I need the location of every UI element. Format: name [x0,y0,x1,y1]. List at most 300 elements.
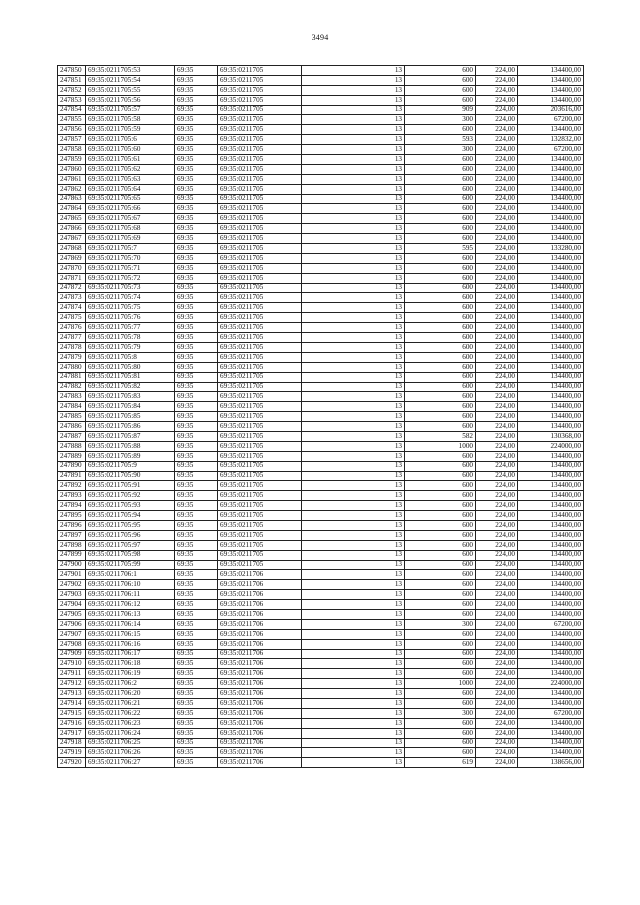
cadastral-value-cell: 134400,00 [518,600,584,610]
row-number-cell: 247871 [58,273,86,283]
cadastral-number-cell: 69:35:0211705:90 [86,471,175,481]
table-row [58,412,584,422]
cadastral-block-cell: 69:35:0211705 [218,66,302,76]
cadastral-value-cell: 134400,00 [518,75,584,85]
zone-code-cell: 13 [302,580,405,590]
row-number-cell: 247859 [58,155,86,165]
zone-code-cell: 13 [302,540,405,550]
area-value-cell: 600 [405,303,476,313]
district-code-cell: 69:35 [175,333,218,343]
area-value-cell: 600 [405,313,476,323]
cadastral-block-cell: 69:35:0211705 [218,382,302,392]
area-value-cell: 600 [405,461,476,471]
cadastral-number-cell: 69:35:0211705:91 [86,481,175,491]
specific-value-cell: 224,00 [476,530,518,540]
row-number-cell: 247915 [58,708,86,718]
cadastral-value-cell: 134400,00 [518,95,584,105]
cadastral-value-cell: 224000,00 [518,679,584,689]
area-value-cell: 300 [405,145,476,155]
row-number-cell: 247904 [58,600,86,610]
cadastral-block-cell: 69:35:0211705 [218,85,302,95]
cadastral-number-cell: 69:35:0211706:26 [86,748,175,758]
district-code-cell: 69:35 [175,174,218,184]
district-code-cell: 69:35 [175,422,218,432]
cadastral-block-cell: 69:35:0211706 [218,728,302,738]
specific-value-cell: 224,00 [476,550,518,560]
cadastral-block-cell: 69:35:0211706 [218,718,302,728]
table-row [58,669,584,679]
cadastral-number-cell: 69:35:0211706:17 [86,649,175,659]
district-code-cell: 69:35 [175,451,218,461]
area-value-cell: 600 [405,372,476,382]
row-number-cell: 247857 [58,135,86,145]
cadastral-number-cell: 69:35:0211705:89 [86,451,175,461]
cadastral-number-cell: 69:35:0211705:96 [86,530,175,540]
cadastral-value-cell: 134400,00 [518,352,584,362]
specific-value-cell: 224,00 [476,115,518,125]
zone-code-cell: 13 [302,412,405,422]
area-value-cell: 600 [405,748,476,758]
zone-code-cell: 13 [302,244,405,254]
cadastral-number-cell: 69:35:0211706:27 [86,758,175,768]
cadastral-block-cell: 69:35:0211706 [218,669,302,679]
district-code-cell: 69:35 [175,75,218,85]
cadastral-value-cell: 67200,00 [518,619,584,629]
district-code-cell: 69:35 [175,649,218,659]
area-value-cell: 600 [405,570,476,580]
district-code-cell: 69:35 [175,748,218,758]
area-value-cell: 600 [405,273,476,283]
cadastral-number-cell: 69:35:0211706:25 [86,738,175,748]
row-number-cell: 247867 [58,234,86,244]
zone-code-cell: 13 [302,699,405,709]
specific-value-cell: 224,00 [476,194,518,204]
cadastral-block-cell: 69:35:0211705 [218,530,302,540]
table-row [58,481,584,491]
area-value-cell: 600 [405,689,476,699]
table-row [58,164,584,174]
zone-code-cell: 13 [302,214,405,224]
cadastral-value-cell: 134400,00 [518,125,584,135]
cadastral-value-cell: 134400,00 [518,85,584,95]
district-code-cell: 69:35 [175,273,218,283]
district-code-cell: 69:35 [175,66,218,76]
area-value-cell: 593 [405,135,476,145]
area-value-cell: 600 [405,491,476,501]
cadastral-number-cell: 69:35:0211705:98 [86,550,175,560]
district-code-cell: 69:35 [175,491,218,501]
zone-code-cell: 13 [302,629,405,639]
area-value-cell: 600 [405,263,476,273]
cadastral-number-cell: 69:35:0211705:70 [86,253,175,263]
cadastral-value-cell: 134400,00 [518,550,584,560]
row-number-cell: 247888 [58,441,86,451]
cadastral-value-cell: 134400,00 [518,333,584,343]
zone-code-cell: 13 [302,570,405,580]
zone-code-cell: 13 [302,659,405,669]
cadastral-block-cell: 69:35:0211705 [218,451,302,461]
cadastral-block-cell: 69:35:0211705 [218,402,302,412]
district-code-cell: 69:35 [175,708,218,718]
cadastral-value-cell: 134400,00 [518,323,584,333]
specific-value-cell: 224,00 [476,174,518,184]
district-code-cell: 69:35 [175,362,218,372]
cadastral-block-cell: 69:35:0211706 [218,639,302,649]
table-row [58,422,584,432]
cadastral-block-cell: 69:35:0211705 [218,125,302,135]
cadastral-number-cell: 69:35:0211705:71 [86,263,175,273]
row-number-cell: 247863 [58,194,86,204]
cadastral-number-cell: 69:35:0211705:69 [86,234,175,244]
cadastral-number-cell: 69:35:0211705:85 [86,412,175,422]
zone-code-cell: 13 [302,115,405,125]
row-number-cell: 247879 [58,352,86,362]
specific-value-cell: 224,00 [476,422,518,432]
cadastral-value-cell: 67200,00 [518,145,584,155]
table-row [58,323,584,333]
table-row [58,530,584,540]
cadastral-block-cell: 69:35:0211705 [218,323,302,333]
specific-value-cell: 224,00 [476,619,518,629]
cadastral-number-cell: 69:35:0211705:67 [86,214,175,224]
row-number-cell: 247891 [58,471,86,481]
area-value-cell: 600 [405,530,476,540]
specific-value-cell: 224,00 [476,501,518,511]
district-code-cell: 69:35 [175,105,218,115]
cadastral-number-cell: 69:35:0211705:99 [86,560,175,570]
specific-value-cell: 224,00 [476,580,518,590]
district-code-cell: 69:35 [175,689,218,699]
district-code-cell: 69:35 [175,609,218,619]
cadastral-number-cell: 69:35:0211705:74 [86,293,175,303]
area-value-cell: 600 [405,718,476,728]
cadastral-block-cell: 69:35:0211706 [218,689,302,699]
zone-code-cell: 13 [302,689,405,699]
cadastral-value-cell: 134400,00 [518,649,584,659]
zone-code-cell: 13 [302,461,405,471]
specific-value-cell: 224,00 [476,570,518,580]
cadastral-block-cell: 69:35:0211705 [218,422,302,432]
row-number-cell: 247876 [58,323,86,333]
row-number-cell: 247895 [58,511,86,521]
zone-code-cell: 13 [302,66,405,76]
row-number-cell: 247884 [58,402,86,412]
row-number-cell: 247868 [58,244,86,254]
cadastral-number-cell: 69:35:0211706:19 [86,669,175,679]
specific-value-cell: 224,00 [476,451,518,461]
cadastral-value-cell: 134400,00 [518,313,584,323]
row-number-cell: 247854 [58,105,86,115]
cadastral-block-cell: 69:35:0211705 [218,520,302,530]
area-value-cell: 600 [405,293,476,303]
specific-value-cell: 224,00 [476,85,518,95]
table-row [58,382,584,392]
cadastral-block-cell: 69:35:0211705 [218,194,302,204]
row-number-cell: 247920 [58,758,86,768]
cadastral-block-cell: 69:35:0211706 [218,600,302,610]
cadastral-block-cell: 69:35:0211705 [218,164,302,174]
zone-code-cell: 13 [302,619,405,629]
specific-value-cell: 224,00 [476,66,518,76]
specific-value-cell: 224,00 [476,669,518,679]
area-value-cell: 600 [405,471,476,481]
row-number-cell: 247861 [58,174,86,184]
specific-value-cell: 224,00 [476,689,518,699]
table-row [58,244,584,254]
row-number-cell: 247912 [58,679,86,689]
district-code-cell: 69:35 [175,619,218,629]
zone-code-cell: 13 [302,708,405,718]
district-code-cell: 69:35 [175,85,218,95]
cadastral-block-cell: 69:35:0211705 [218,293,302,303]
row-number-cell: 247877 [58,333,86,343]
cadastral-number-cell: 69:35:0211705:56 [86,95,175,105]
cadastral-number-cell: 69:35:0211705:97 [86,540,175,550]
zone-code-cell: 13 [302,679,405,689]
cadastral-block-cell: 69:35:0211705 [218,174,302,184]
area-value-cell: 600 [405,560,476,570]
cadastral-block-cell: 69:35:0211706 [218,659,302,669]
cadastral-value-cell: 134400,00 [518,224,584,234]
area-value-cell: 600 [405,283,476,293]
specific-value-cell: 224,00 [476,224,518,234]
table-row [58,580,584,590]
cadastral-value-cell: 134400,00 [518,570,584,580]
cadastral-number-cell: 69:35:0211705:66 [86,204,175,214]
cadastral-block-cell: 69:35:0211705 [218,263,302,273]
table-row [58,392,584,402]
specific-value-cell: 224,00 [476,283,518,293]
specific-value-cell: 224,00 [476,333,518,343]
specific-value-cell: 224,00 [476,708,518,718]
table-row [58,689,584,699]
table-row [58,590,584,600]
district-code-cell: 69:35 [175,441,218,451]
cadastral-number-cell: 69:35:0211705:72 [86,273,175,283]
table-row [58,234,584,244]
district-code-cell: 69:35 [175,214,218,224]
district-code-cell: 69:35 [175,402,218,412]
cadastral-block-cell: 69:35:0211706 [218,748,302,758]
area-value-cell: 600 [405,451,476,461]
row-number-cell: 247869 [58,253,86,263]
row-number-cell: 247853 [58,95,86,105]
row-number-cell: 247910 [58,659,86,669]
zone-code-cell: 13 [302,422,405,432]
district-code-cell: 69:35 [175,461,218,471]
zone-code-cell: 13 [302,174,405,184]
specific-value-cell: 224,00 [476,431,518,441]
district-code-cell: 69:35 [175,164,218,174]
table-row [58,520,584,530]
cadastral-value-cell: 134400,00 [518,461,584,471]
area-value-cell: 600 [405,520,476,530]
zone-code-cell: 13 [302,155,405,165]
row-number-cell: 247897 [58,530,86,540]
zone-code-cell: 13 [302,748,405,758]
area-value-cell: 600 [405,609,476,619]
zone-code-cell: 13 [302,382,405,392]
specific-value-cell: 224,00 [476,234,518,244]
specific-value-cell: 224,00 [476,125,518,135]
row-number-cell: 247906 [58,619,86,629]
cadastral-block-cell: 69:35:0211705 [218,105,302,115]
zone-code-cell: 13 [302,758,405,768]
district-code-cell: 69:35 [175,471,218,481]
specific-value-cell: 224,00 [476,204,518,214]
cadastral-value-cell: 134400,00 [518,659,584,669]
row-number-cell: 247855 [58,115,86,125]
cadastral-value-cell: 134400,00 [518,580,584,590]
district-code-cell: 69:35 [175,313,218,323]
area-value-cell: 600 [405,481,476,491]
row-number-cell: 247902 [58,580,86,590]
specific-value-cell: 224,00 [476,560,518,570]
cadastral-value-cell: 134400,00 [518,204,584,214]
row-number-cell: 247894 [58,501,86,511]
table-row [58,253,584,263]
cadastral-value-cell: 134400,00 [518,511,584,521]
district-code-cell: 69:35 [175,511,218,521]
table-row [58,639,584,649]
table-row [58,105,584,115]
cadastral-number-cell: 69:35:0211705:55 [86,85,175,95]
cadastral-value-cell: 134400,00 [518,194,584,204]
cadastral-block-cell: 69:35:0211705 [218,540,302,550]
district-code-cell: 69:35 [175,738,218,748]
cadastral-number-cell: 69:35:0211706:23 [86,718,175,728]
table-row [58,728,584,738]
area-value-cell: 619 [405,758,476,768]
specific-value-cell: 224,00 [476,323,518,333]
cadastral-number-cell: 69:35:0211705:81 [86,372,175,382]
zone-code-cell: 13 [302,323,405,333]
table-row [58,471,584,481]
cadastral-number-cell: 69:35:0211705:92 [86,491,175,501]
page-number: 3494 [311,33,329,42]
district-code-cell: 69:35 [175,501,218,511]
cadastral-block-cell: 69:35:0211705 [218,95,302,105]
area-value-cell: 600 [405,649,476,659]
table-row [58,194,584,204]
area-value-cell: 600 [405,550,476,560]
area-value-cell: 600 [405,253,476,263]
table-row [58,342,584,352]
cadastral-value-cell: 134400,00 [518,293,584,303]
cadastral-number-cell: 69:35:0211705:82 [86,382,175,392]
cadastral-number-cell: 69:35:0211705:61 [86,155,175,165]
table-row [58,214,584,224]
zone-code-cell: 13 [302,263,405,273]
table-row [58,95,584,105]
cadastral-value-cell: 134400,00 [518,402,584,412]
cadastral-value-cell: 67200,00 [518,708,584,718]
zone-code-cell: 13 [302,125,405,135]
specific-value-cell: 224,00 [476,461,518,471]
table-row [58,550,584,560]
row-number-cell: 247878 [58,342,86,352]
zone-code-cell: 13 [302,481,405,491]
cadastral-value-cell: 134400,00 [518,362,584,372]
specific-value-cell: 224,00 [476,155,518,165]
zone-code-cell: 13 [302,649,405,659]
row-number-cell: 247873 [58,293,86,303]
table-row [58,85,584,95]
zone-code-cell: 13 [302,224,405,234]
cadastral-block-cell: 69:35:0211706 [218,609,302,619]
zone-code-cell: 13 [302,145,405,155]
cadastral-value-cell: 134400,00 [518,491,584,501]
zone-code-cell: 13 [302,283,405,293]
cadastral-block-cell: 69:35:0211706 [218,590,302,600]
area-value-cell: 600 [405,422,476,432]
zone-code-cell: 13 [302,293,405,303]
zone-code-cell: 13 [302,431,405,441]
zone-code-cell: 13 [302,135,405,145]
district-code-cell: 69:35 [175,352,218,362]
cadastral-number-cell: 69:35:0211706:15 [86,629,175,639]
row-number-cell: 247909 [58,649,86,659]
cadastral-number-cell: 69:35:0211706:18 [86,659,175,669]
table-row [58,145,584,155]
table-row [58,560,584,570]
area-value-cell: 600 [405,234,476,244]
cadastral-block-cell: 69:35:0211705 [218,155,302,165]
table-row [58,402,584,412]
area-value-cell: 600 [405,639,476,649]
zone-code-cell: 13 [302,392,405,402]
zone-code-cell: 13 [302,728,405,738]
district-code-cell: 69:35 [175,659,218,669]
cadastral-value-cell: 134400,00 [518,66,584,76]
row-number-cell: 247908 [58,639,86,649]
cadastral-block-cell: 69:35:0211706 [218,649,302,659]
specific-value-cell: 224,00 [476,600,518,610]
area-value-cell: 600 [405,362,476,372]
district-code-cell: 69:35 [175,184,218,194]
cadastral-number-cell: 69:35:0211705:57 [86,105,175,115]
table-row [58,609,584,619]
specific-value-cell: 224,00 [476,362,518,372]
cadastral-block-cell: 69:35:0211705 [218,550,302,560]
table-row [58,303,584,313]
cadastral-block-cell: 69:35:0211705 [218,481,302,491]
cadastral-block-cell: 69:35:0211705 [218,352,302,362]
specific-value-cell: 224,00 [476,263,518,273]
table-body [58,66,584,768]
cadastral-value-cell: 134400,00 [518,481,584,491]
area-value-cell: 600 [405,333,476,343]
cadastral-block-cell: 69:35:0211705 [218,253,302,263]
row-number-cell: 247874 [58,303,86,313]
specific-value-cell: 224,00 [476,738,518,748]
cadastral-value-cell: 134400,00 [518,184,584,194]
cadastral-block-cell: 69:35:0211705 [218,145,302,155]
cadastral-block-cell: 69:35:0211706 [218,570,302,580]
table-row [58,659,584,669]
row-number-cell: 247865 [58,214,86,224]
table-row [58,441,584,451]
specific-value-cell: 224,00 [476,748,518,758]
table-row [58,283,584,293]
district-code-cell: 69:35 [175,392,218,402]
cadastral-value-cell: 134400,00 [518,234,584,244]
zone-code-cell: 13 [302,333,405,343]
district-code-cell: 69:35 [175,431,218,441]
specific-value-cell: 224,00 [476,481,518,491]
cadastral-block-cell: 69:35:0211706 [218,738,302,748]
area-value-cell: 600 [405,590,476,600]
